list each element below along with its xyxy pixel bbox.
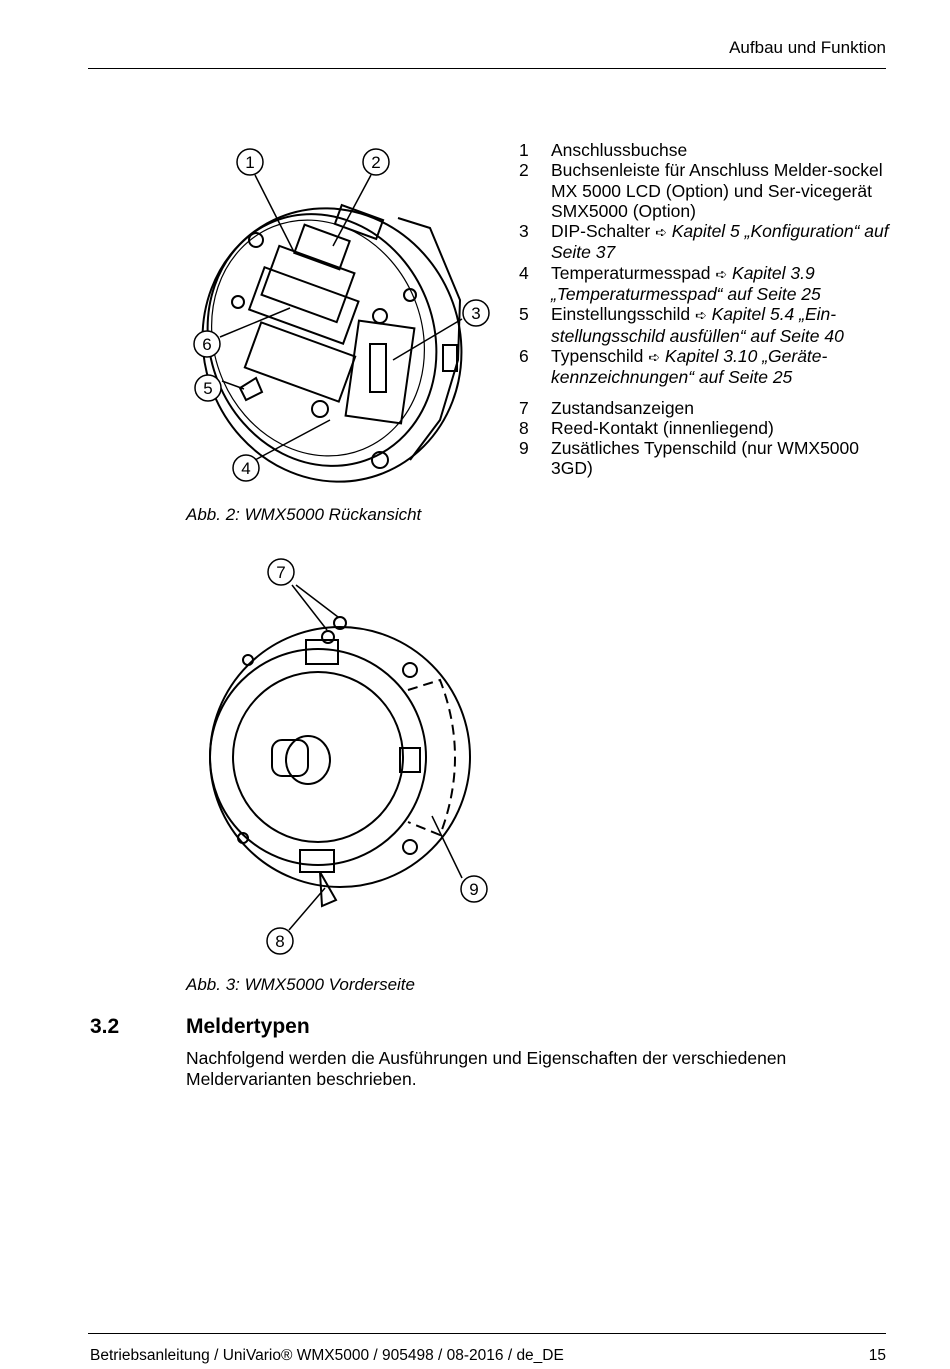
cross-reference-link[interactable]: Kapitel 5 „Konfiguration“ auf Seite 37 <box>551 221 889 263</box>
figure-legend <box>519 140 899 479</box>
callout-3: 3 <box>471 304 481 323</box>
cross-reference-link[interactable]: Kapitel 3.10 „Geräte-kennzeichnungen“ auf Seite 25 <box>551 345 828 388</box>
legend-item: 7 Zustandsanzeigen <box>519 397 695 418</box>
legend-item: 5 Einstellungsschild ➪ Kapitel 5.4 „Ein-stellungsschild ausfüllen“ auf Seite 40 <box>519 304 844 346</box>
callout-2: 2 <box>371 153 381 172</box>
reference-arrow-icon: ➪ <box>655 224 667 241</box>
reference-arrow-icon: ➪ <box>648 348 661 365</box>
section-title: Meldertypen <box>186 1015 310 1038</box>
callout-6: 6 <box>202 335 212 354</box>
legend-item: 4 Temperaturmesspad ➪ Kapitel 3.9 „Temperaturmesspad“ auf Seite 25 <box>519 262 821 305</box>
footer-document-info: Betriebsanleitung / UniVario® WMX5000 / 905498 / 08-2016 / de_DE <box>90 1347 564 1364</box>
cross-reference-link[interactable]: Kapitel 3.9 „Temperaturmesspad“ auf Seite 25 <box>551 262 821 305</box>
callout-9: 9 <box>469 880 479 899</box>
cross-reference-link[interactable]: Kapitel 5.4 „Ein-stellungsschild ausfüllen“ auf Seite 40 <box>551 304 844 346</box>
running-header: Aufbau und Funktion <box>729 38 886 57</box>
figure-2-caption: Abb. 2: WMX5000 Rückansicht <box>186 505 422 524</box>
callout-8: 8 <box>275 932 285 951</box>
legend-item: 2 Buchsenleiste für Anschluss Melder-sockel MX 5000 LCD (Option) und Ser-vicegerät SMX5000 (Option) <box>519 160 883 221</box>
section-number: 3.2 <box>90 1015 120 1038</box>
legend-item: 1 Anschlussbuchse <box>519 140 688 160</box>
footer-rule <box>88 1333 886 1334</box>
reference-arrow-icon: ➪ <box>694 307 707 324</box>
page-number: 15 <box>868 1347 886 1364</box>
callout-5: 5 <box>203 379 213 398</box>
reference-arrow-icon: ➪ <box>715 265 728 282</box>
section-body: Nachfolgend werden die Ausführungen und Eigenschaften der verschiedenen Meldervarianten beschrieben. <box>186 1048 787 1089</box>
figure-front-view <box>0 550 950 970</box>
legend-item: 3 DIP-Schalter ➪ Kapitel 5 „Konfiguration“ auf Seite 37 <box>519 221 889 263</box>
legend-item: 8 Reed-Kontakt (innenliegend) <box>519 417 774 438</box>
callout-4: 4 <box>241 459 251 478</box>
callout-7: 7 <box>276 563 286 582</box>
legend-item: 9 Zusätliches Typenschild (nur WMX5000 3GD) <box>519 438 860 479</box>
callout-1: 1 <box>245 153 255 172</box>
legend-item: 6 Typenschild ➪ Kapitel 3.10 „Geräte-kennzeichnungen“ auf Seite 25 <box>519 345 828 388</box>
figure-3-caption: Abb. 3: WMX5000 Vorderseite <box>186 975 415 994</box>
